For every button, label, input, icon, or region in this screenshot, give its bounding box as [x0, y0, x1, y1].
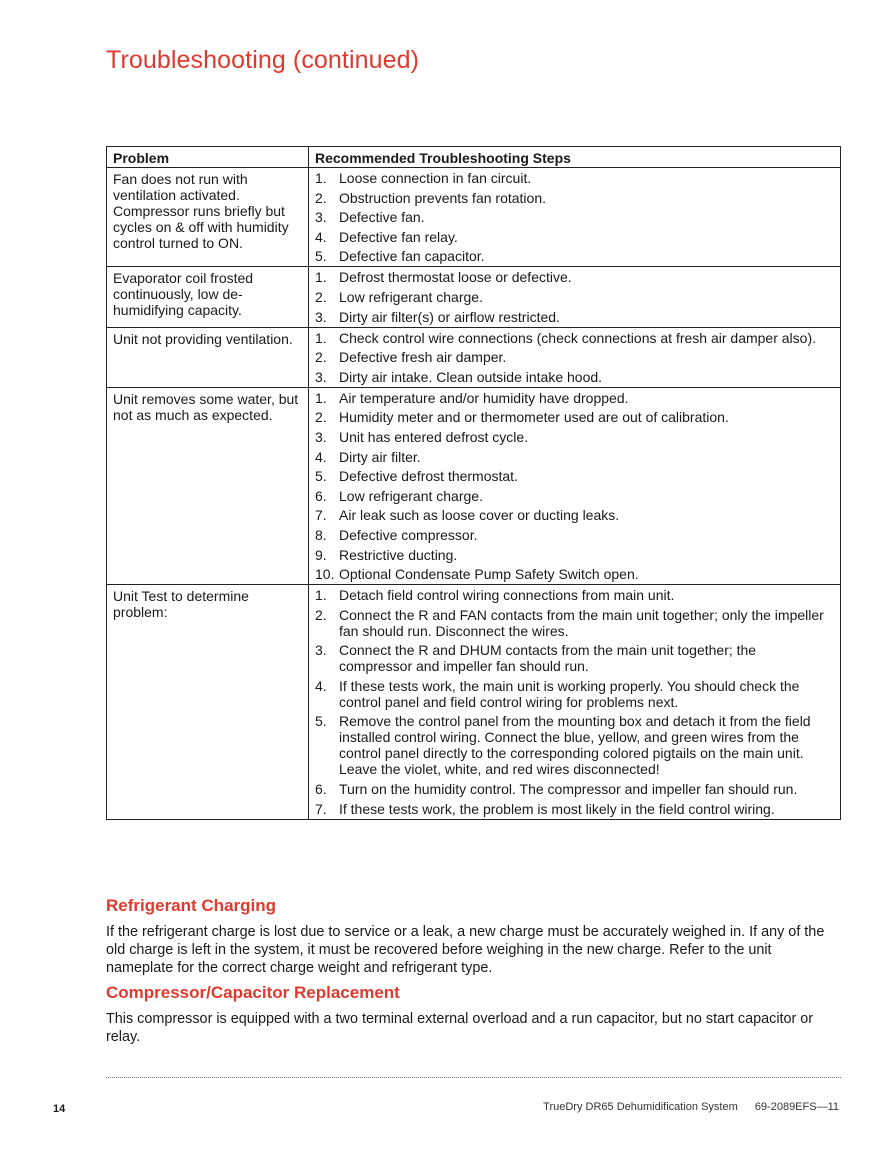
step-item — [315, 309, 830, 325]
step-number: 4. — [315, 228, 327, 245]
step-text: Dirty air filter(s) or airflow restricted. — [339, 308, 560, 325]
step-text: Low refrigerant charge. — [339, 487, 483, 504]
step-text: Connect the R and FAN contacts from the main unit together; only the impeller fan should run. Disconnect the wires. — [339, 606, 824, 639]
step-number: 3. — [315, 368, 327, 385]
step-item — [315, 349, 830, 365]
step-item — [315, 390, 830, 406]
compressor-replacement-section — [106, 983, 841, 1046]
step-text: Defective fan. — [339, 209, 425, 226]
table-row — [107, 168, 841, 267]
step-item — [315, 642, 830, 674]
step-number: 2. — [315, 606, 327, 623]
step-number: 6. — [315, 487, 327, 504]
step-number: 5. — [315, 468, 327, 485]
step-number: 1. — [315, 587, 327, 604]
step-item — [315, 566, 830, 582]
step-item — [315, 369, 830, 385]
table-header-row — [107, 147, 841, 168]
step-text: Restrictive ducting. — [339, 546, 458, 563]
step-number: 7. — [315, 800, 327, 817]
step-item — [315, 330, 830, 346]
step-number: 1. — [315, 329, 327, 346]
step-text: If these tests work, the main unit is working properly. You should check the control panel and field control wiring for problems next. — [339, 677, 800, 710]
step-item — [315, 713, 830, 777]
step-item — [315, 170, 830, 186]
step-number: 5. — [315, 713, 327, 730]
compressor-replacement-heading: Compressor/Capacitor Replacement — [106, 983, 400, 1002]
compressor-replacement-text: This compressor is equipped with a two terminal external overload and a run capacitor, but no start capacitor or relay. — [106, 1011, 814, 1045]
page-title: Troubleshooting (continued) — [106, 46, 420, 74]
step-number: 3. — [315, 642, 327, 659]
column-header-problem: Problem — [107, 147, 309, 168]
steps-list — [315, 587, 830, 817]
steps-cell — [309, 168, 841, 267]
step-item — [315, 248, 830, 264]
step-text: Obstruction prevents fan rotation. — [339, 189, 546, 206]
steps-list — [315, 390, 830, 582]
problem-cell: Unit not providing ventilation. — [107, 327, 309, 387]
problem-cell: Unit removes some water, but not as much as expected. — [107, 387, 309, 584]
table-row — [107, 387, 841, 584]
step-item — [315, 409, 830, 425]
step-number: 3. — [315, 428, 327, 445]
step-item — [315, 229, 830, 245]
step-item — [315, 209, 830, 225]
footer-doc-number: 69-2089EFS—11 — [754, 1101, 839, 1113]
step-text: Humidity meter and or thermometer used are out of calibration. — [339, 409, 729, 426]
step-number: 1. — [315, 170, 327, 186]
troubleshooting-table — [106, 146, 841, 820]
step-text: Air leak such as loose cover or ducting leaks. — [339, 507, 620, 524]
step-text: Check control wire connections (check connections at fresh air damper also). — [339, 329, 816, 346]
steps-cell — [309, 327, 841, 387]
step-item — [315, 507, 830, 523]
problem-cell: Evaporator coil frosted continuously, low de-humidifying capacity. — [107, 267, 309, 327]
steps-cell — [309, 387, 841, 584]
table-body — [107, 168, 841, 820]
step-number: 2. — [315, 288, 327, 305]
step-number: 6. — [315, 781, 327, 798]
step-number: 1. — [315, 269, 327, 286]
refrigerant-charging-text: If the refrigerant charge is lost due to service or a leak, a new charge must be accurately weighed in. If any of the old charge is left in the system, it must be recovered before weighing in the new charge. Refer to the unit nameplate for the correct charge weight and refrigerant type. — [106, 924, 825, 976]
step-number: 10. — [315, 566, 335, 583]
step-item — [315, 801, 830, 817]
step-text: Turn on the humidity control. The compressor and impeller fan should run. — [339, 781, 798, 798]
step-number: 1. — [315, 389, 327, 406]
step-item — [315, 781, 830, 797]
step-item — [315, 468, 830, 484]
steps-cell — [309, 585, 841, 820]
step-text: Air temperature and/or humidity have dropped. — [339, 389, 629, 406]
dotted-divider — [106, 1077, 841, 1078]
step-item — [315, 678, 830, 710]
step-text: Dirty air filter. — [339, 448, 421, 465]
table-row — [107, 267, 841, 327]
step-item — [315, 587, 830, 603]
steps-cell — [309, 267, 841, 327]
step-item — [315, 190, 830, 206]
step-text: Dirty air intake. Clean outside intake hood. — [339, 368, 603, 385]
table-row — [107, 585, 841, 820]
step-item — [315, 547, 830, 563]
step-text: Remove the control panel from the mounting box and detach it from the field installed control wiring. Connect the blue, yellow, and green wires from the control panel directly to the corresponding colored pigtails on the main unit. Leave the violet, white, and red wires disconnected! — [339, 713, 811, 778]
step-text: Defective fan relay. — [339, 228, 458, 245]
step-text: Defective fresh air damper. — [339, 349, 507, 366]
steps-list — [315, 170, 830, 264]
step-item — [315, 607, 830, 639]
step-number: 4. — [315, 677, 327, 694]
step-number: 4. — [315, 448, 327, 465]
refrigerant-charging-heading: Refrigerant Charging — [106, 896, 277, 915]
footer-product: TrueDry DR65 Dehumidification System — [543, 1101, 738, 1113]
step-item — [315, 269, 830, 285]
step-item — [315, 527, 830, 543]
step-number: 3. — [315, 209, 327, 226]
problem-cell: Unit Test to determine problem: — [107, 585, 309, 820]
problem-cell: Fan does not run with ventilation activated. Compressor runs briefly but cycles on & off with humidity control turned to ON. — [107, 168, 309, 267]
column-header-steps: Recommended Troubleshooting Steps — [309, 147, 841, 168]
step-text: If these tests work, the problem is most likely in the field control wiring. — [339, 800, 775, 817]
step-number: 2. — [315, 409, 327, 426]
step-number: 2. — [315, 349, 327, 366]
step-text: Low refrigerant charge. — [339, 288, 483, 305]
step-text: Defrost thermostat loose or defective. — [339, 269, 572, 286]
step-text: Connect the R and DHUM contacts from the main unit together; the compressor and impeller fan should run. — [339, 642, 757, 675]
step-text: Defective defrost thermostat. — [339, 468, 518, 485]
step-number: 9. — [315, 546, 327, 563]
page-number: 14 — [53, 1103, 66, 1115]
steps-list — [315, 330, 830, 385]
table-row — [107, 327, 841, 387]
steps-list — [315, 269, 830, 324]
refrigerant-charging-section — [106, 896, 841, 977]
step-item — [315, 289, 830, 305]
step-item — [315, 429, 830, 445]
step-number: 7. — [315, 507, 327, 524]
step-number: 2. — [315, 189, 327, 206]
step-number: 5. — [315, 248, 327, 265]
step-number: 3. — [315, 308, 327, 325]
step-item — [315, 488, 830, 504]
step-text: Loose connection in fan circuit. — [339, 170, 532, 186]
step-text: Optional Condensate Pump Safety Switch open. — [339, 566, 639, 583]
step-number: 8. — [315, 526, 327, 543]
step-text: Defective fan capacitor. — [339, 248, 485, 265]
step-text: Defective compressor. — [339, 526, 478, 543]
step-item — [315, 449, 830, 465]
footer — [529, 1101, 839, 1113]
step-text: Unit has entered defrost cycle. — [339, 428, 529, 445]
step-text: Detach field control wiring connections from main unit. — [339, 587, 675, 604]
